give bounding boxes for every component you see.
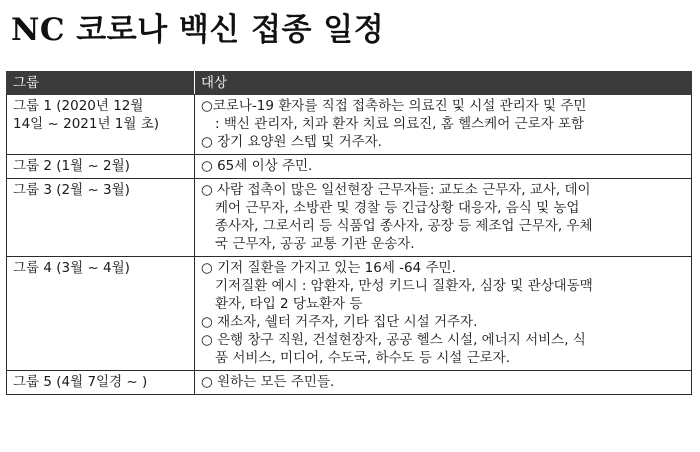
- table-row: [7, 257, 692, 371]
- target-line: ○ 원하는 모든 주민들.: [201, 374, 335, 390]
- target-line: ○ 65세 이상 주민.: [201, 158, 313, 174]
- target-line: ○ 장기 요양원 스텝 및 거주자.: [201, 134, 382, 150]
- group-label-line: 그룹 3 (2월 ~ 3월): [13, 182, 130, 198]
- table-row: [7, 95, 692, 155]
- table-header: [7, 72, 692, 95]
- vaccine-schedule-table: [6, 71, 692, 395]
- target-line: ○ 은행 창구 직원, 건설현장자, 공공 헬스 시설, 에너지 서비스, 식: [201, 332, 586, 348]
- target-line: ○ 재소자, 쉘터 거주자, 기타 집단 시설 거주자.: [201, 314, 478, 330]
- target-line: ○코로나-19 환자를 직접 접촉하는 의료진 및 시설 관리자 및 주민: [201, 98, 587, 114]
- target-cell: [195, 371, 692, 395]
- group-label-line: 그룹 4 (3월 ~ 4월): [13, 260, 130, 276]
- target-line: : 백신 관리자, 치과 환자 치료 의료진, 홈 헬스케어 근로자 포함: [215, 116, 585, 132]
- page-title: NC 코로나 백신 접종 일정: [11, 12, 385, 48]
- header-group: 그룹: [7, 72, 195, 95]
- group-cell: [7, 257, 195, 371]
- target-line: 국 근무자, 공공 교통 기관 운송자.: [215, 236, 415, 252]
- group-cell: [7, 95, 195, 155]
- group-label-line: 14일 ~ 2021년 1월 초): [13, 116, 160, 132]
- target-line: ○ 사람 접촉이 많은 일선현장 근무자들: 교도소 근무자, 교사, 데이: [201, 182, 591, 198]
- group-cell: [7, 155, 195, 179]
- group-label-line: 그룹 2 (1월 ~ 2월): [13, 158, 130, 174]
- target-line: 품 서비스, 미디어, 수도국, 하수도 등 시설 근로자.: [215, 350, 510, 366]
- group-label-line: 그룹 5 (4월 7일경 ~ ): [13, 374, 148, 390]
- group-cell: [7, 179, 195, 257]
- target-cell: [195, 179, 692, 257]
- header-row: [7, 72, 692, 95]
- header-target: 대상: [195, 72, 692, 95]
- table-row: [7, 179, 692, 257]
- target-cell: [195, 155, 692, 179]
- target-line: 케어 근무자, 소방관 및 경찰 등 긴급상황 대응자, 음식 및 농업: [215, 200, 580, 216]
- target-line: 기저질환 예시 : 암환자, 만성 키드니 질환자, 심장 및 관상대동맥: [215, 278, 593, 294]
- target-line: 종사자, 그로서리 등 식품업 종사자, 공장 등 제조업 근무자, 우체: [215, 218, 593, 234]
- target-line: 환자, 타입 2 당뇨환자 등: [215, 296, 363, 312]
- target-line: ○ 기저 질환을 가지고 있는 16세 -64 주민.: [201, 260, 456, 276]
- group-label-line: 그룹 1 (2020년 12월: [13, 98, 144, 114]
- table-row: [7, 155, 692, 179]
- target-cell: [195, 95, 692, 155]
- group-cell: [7, 371, 195, 395]
- target-cell: [195, 257, 692, 371]
- table-row: [7, 371, 692, 395]
- table-body: [7, 95, 692, 395]
